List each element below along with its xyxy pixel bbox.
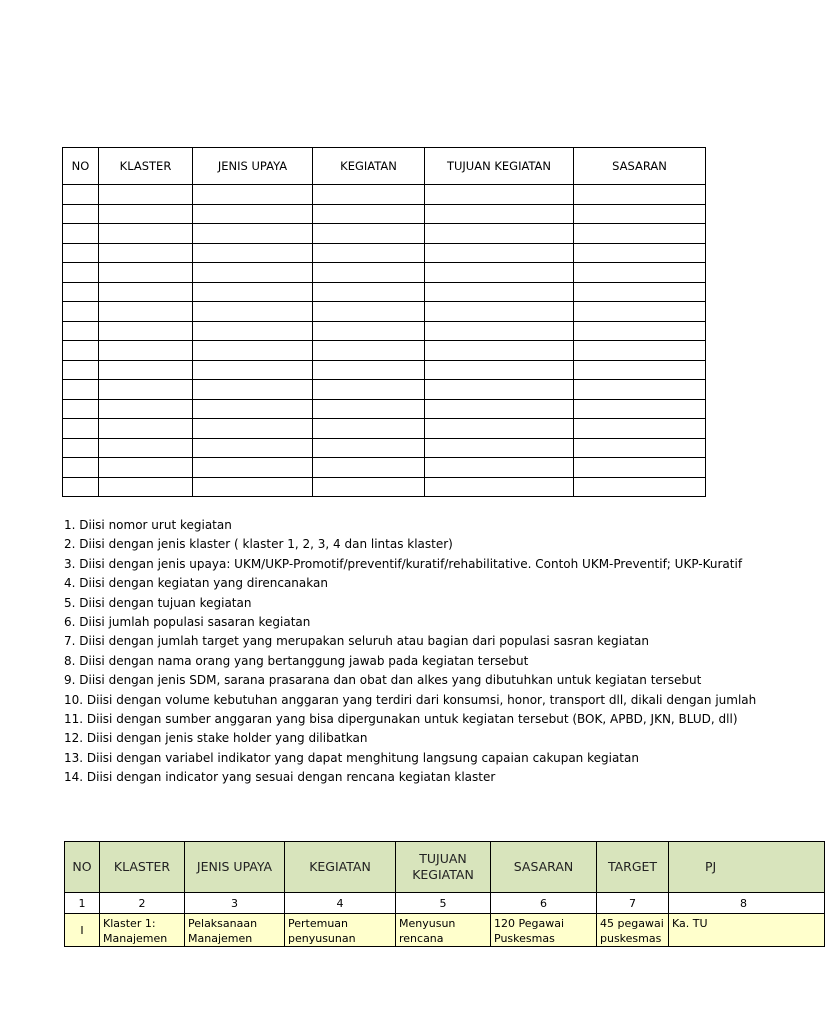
- blank-cell: [425, 224, 574, 244]
- blank-cell: [574, 419, 706, 439]
- blank-cell: [313, 263, 425, 283]
- blank-cell: [193, 224, 313, 244]
- blank-cell: [193, 243, 313, 263]
- example-header-jenis-upaya: JENIS UPAYA: [185, 842, 285, 893]
- blank-table-row: [63, 477, 706, 497]
- example-header-klaster: KLASTER: [100, 842, 185, 893]
- header-kegiatan: KEGIATAN: [313, 148, 425, 185]
- blank-cell: [99, 360, 193, 380]
- column-number: 2: [100, 893, 185, 914]
- blank-cell: [99, 477, 193, 497]
- blank-cell: [313, 321, 425, 341]
- blank-table-row: [63, 321, 706, 341]
- row-kegiatan: Pertemuan penyusunan: [285, 914, 396, 947]
- blank-cell: [193, 282, 313, 302]
- blank-table-header-row: [63, 148, 706, 185]
- example-header-no: NO: [65, 842, 100, 893]
- blank-cell: [425, 360, 574, 380]
- blank-cell: [574, 438, 706, 458]
- blank-cell: [193, 380, 313, 400]
- blank-cell: [313, 302, 425, 322]
- blank-cell: [425, 341, 574, 361]
- blank-cell: [63, 243, 99, 263]
- blank-cell: [313, 380, 425, 400]
- instruction-item: 1. Diisi nomor urut kegiatan: [64, 518, 232, 532]
- blank-cell: [425, 438, 574, 458]
- blank-cell: [99, 458, 193, 478]
- blank-cell: [313, 282, 425, 302]
- instruction-item: 3. Diisi dengan jenis upaya: UKM/UKP-Promotif/preventif/kuratif/rehabilitative. Contoh UKM-Preventif; UKP-Kuratif: [64, 556, 743, 571]
- header-sasaran: SASARAN: [574, 148, 706, 185]
- blank-table-row: [63, 419, 706, 439]
- blank-cell: [313, 185, 425, 205]
- blank-cell: [99, 224, 193, 244]
- blank-cell: [574, 360, 706, 380]
- blank-cell: [193, 302, 313, 322]
- blank-cell: [63, 204, 99, 224]
- blank-cell: [313, 458, 425, 478]
- instruction-item: 2. Diisi dengan jenis klaster ( klaster 1, 2, 3, 4 dan lintas klaster): [64, 537, 453, 552]
- blank-table-row: [63, 458, 706, 478]
- blank-cell: [193, 419, 313, 439]
- blank-cell: [99, 419, 193, 439]
- instructions-list: [64, 516, 757, 788]
- row-jenis-upaya: Pelaksanaan Manajemen: [185, 914, 285, 947]
- blank-cell: [63, 360, 99, 380]
- blank-table-row: [63, 204, 706, 224]
- instruction-item: 10. Diisi dengan volume kebutuhan anggaran yang terdiri dari konsumsi, honor, transport dll, dikali dengan jumlah: [64, 692, 757, 707]
- blank-cell: [193, 263, 313, 283]
- blank-cell: [313, 477, 425, 497]
- blank-cell: [313, 419, 425, 439]
- instruction-item: 14. Diisi dengan indicator yang sesuai dengan rencana kegiatan klaster: [64, 770, 496, 785]
- blank-cell: [574, 321, 706, 341]
- blank-cell: [193, 185, 313, 205]
- blank-cell: [63, 477, 99, 497]
- row-pj: Ka. TU: [669, 914, 825, 947]
- blank-cell: [425, 458, 574, 478]
- blank-cell: [99, 341, 193, 361]
- blank-cell: [63, 224, 99, 244]
- blank-cell: [425, 399, 574, 419]
- example-planning-table: [64, 841, 825, 947]
- blank-cell: [425, 243, 574, 263]
- instruction-item: 5. Diisi dengan tujuan kegiatan: [64, 595, 252, 610]
- blank-cell: [63, 419, 99, 439]
- blank-cell: [63, 185, 99, 205]
- column-number: 8: [669, 893, 825, 914]
- column-number: 7: [597, 893, 669, 914]
- example-header-sasaran: SASARAN: [491, 842, 597, 893]
- column-number: 3: [185, 893, 285, 914]
- header-klaster: KLASTER: [99, 148, 193, 185]
- blank-table-row: [63, 224, 706, 244]
- blank-cell: [193, 438, 313, 458]
- blank-cell: [99, 185, 193, 205]
- instruction-item: 8. Diisi dengan nama orang yang bertanggung jawab pada kegiatan tersebut: [64, 653, 529, 668]
- blank-table-row: [63, 438, 706, 458]
- blank-planning-table: [62, 147, 706, 497]
- blank-table-row: [63, 185, 706, 205]
- example-data-row: [65, 914, 825, 947]
- header-tujuan-kegiatan: TUJUAN KEGIATAN: [425, 148, 574, 185]
- blank-cell: [313, 399, 425, 419]
- blank-cell: [425, 477, 574, 497]
- instruction-item: 6. Diisi jumlah populasi sasaran kegiatan: [64, 615, 311, 630]
- instruction-item: 12. Diisi dengan jenis stake holder yang dilibatkan: [64, 731, 368, 746]
- example-table-container: [64, 841, 747, 945]
- column-number: 1: [65, 893, 100, 914]
- header-jenis-upaya: JENIS UPAYA: [193, 148, 313, 185]
- header-no: NO: [63, 148, 99, 185]
- blank-cell: [63, 263, 99, 283]
- blank-cell: [574, 185, 706, 205]
- example-header-tujuan-kegiatan: TUJUAN KEGIATAN: [396, 842, 491, 893]
- instruction-item: 4. Diisi dengan kegiatan yang direncanakan: [64, 576, 328, 591]
- blank-table-row: [63, 341, 706, 361]
- blank-cell: [63, 302, 99, 322]
- instruction-item: 11. Diisi dengan sumber anggaran yang bisa dipergunakan untuk kegiatan tersebut (BOK, APBD, JKN, BLUD, dll): [64, 712, 738, 727]
- blank-cell: [63, 282, 99, 302]
- row-tujuan-kegiatan: Menyusun rencana: [396, 914, 491, 947]
- blank-cell: [313, 341, 425, 361]
- blank-cell: [574, 263, 706, 283]
- blank-cell: [574, 380, 706, 400]
- blank-cell: [425, 185, 574, 205]
- blank-cell: [313, 204, 425, 224]
- blank-table-row: [63, 282, 706, 302]
- blank-cell: [99, 282, 193, 302]
- blank-cell: [425, 380, 574, 400]
- blank-cell: [425, 419, 574, 439]
- blank-cell: [99, 243, 193, 263]
- blank-cell: [193, 477, 313, 497]
- row-klaster: Klaster 1: Manajemen: [100, 914, 185, 947]
- blank-table-row: [63, 243, 706, 263]
- blank-cell: [193, 458, 313, 478]
- row-target: 45 pegawai puskesmas: [597, 914, 669, 947]
- blank-cell: [63, 399, 99, 419]
- example-header-pj: PJ: [669, 842, 825, 893]
- column-number: 5: [396, 893, 491, 914]
- blank-cell: [574, 341, 706, 361]
- blank-cell: [99, 399, 193, 419]
- blank-cell: [313, 243, 425, 263]
- blank-cell: [63, 458, 99, 478]
- example-header-kegiatan: KEGIATAN: [285, 842, 396, 893]
- blank-cell: [313, 438, 425, 458]
- blank-cell: [63, 438, 99, 458]
- example-header-target: TARGET: [597, 842, 669, 893]
- blank-table-row: [63, 399, 706, 419]
- blank-cell: [99, 438, 193, 458]
- blank-cell: [99, 263, 193, 283]
- blank-cell: [574, 477, 706, 497]
- blank-cell: [574, 224, 706, 244]
- blank-table-row: [63, 302, 706, 322]
- blank-cell: [425, 302, 574, 322]
- blank-cell: [425, 282, 574, 302]
- blank-cell: [63, 341, 99, 361]
- blank-cell: [313, 224, 425, 244]
- blank-cell: [574, 458, 706, 478]
- column-number: 6: [491, 893, 597, 914]
- blank-cell: [193, 204, 313, 224]
- row-sasaran: 120 Pegawai Puskesmas: [491, 914, 597, 947]
- blank-cell: [99, 380, 193, 400]
- blank-table-row: [63, 263, 706, 283]
- instruction-item: 13. Diisi dengan variabel indikator yang dapat menghitung langsung capaian cakupan kegiatan: [64, 750, 639, 765]
- blank-cell: [99, 321, 193, 341]
- column-number: 4: [285, 893, 396, 914]
- blank-cell: [574, 282, 706, 302]
- blank-cell: [574, 204, 706, 224]
- blank-cell: [425, 263, 574, 283]
- blank-cell: [425, 321, 574, 341]
- blank-cell: [193, 341, 313, 361]
- blank-cell: [193, 360, 313, 380]
- blank-cell: [99, 204, 193, 224]
- blank-cell: [574, 399, 706, 419]
- blank-cell: [63, 321, 99, 341]
- blank-cell: [193, 321, 313, 341]
- instruction-item: 7. Diisi dengan jumlah target yang merupakan seluruh atau bagian dari populasi sasran kegiatan: [64, 634, 650, 649]
- blank-cell: [193, 399, 313, 419]
- instruction-item: 9. Diisi dengan jenis SDM, sarana prasarana dan obat dan alkes yang dibutuhkan untuk kegiatan tersebut: [64, 673, 702, 688]
- example-header-row: [65, 842, 825, 893]
- blank-cell: [63, 380, 99, 400]
- blank-table-row: [63, 360, 706, 380]
- blank-cell: [313, 360, 425, 380]
- blank-cell: [574, 302, 706, 322]
- row-no: I: [65, 914, 100, 947]
- example-number-row: [65, 893, 825, 914]
- blank-table-row: [63, 380, 706, 400]
- blank-cell: [574, 243, 706, 263]
- blank-cell: [99, 302, 193, 322]
- blank-cell: [425, 204, 574, 224]
